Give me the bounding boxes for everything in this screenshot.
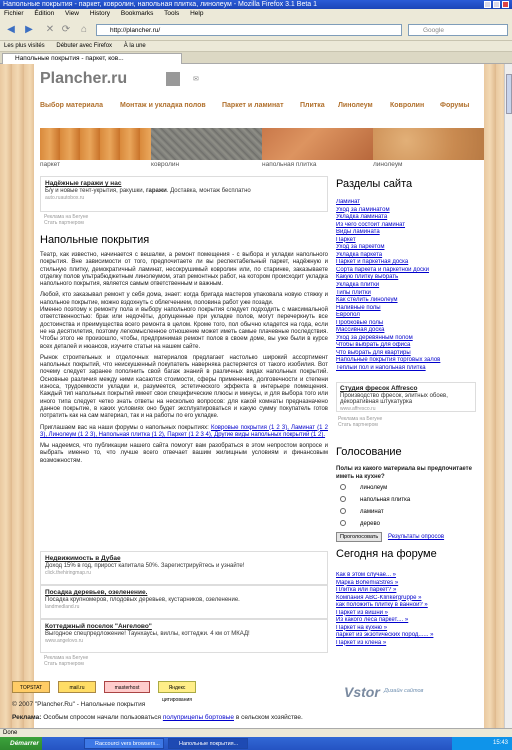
section-link[interactable]: Как стелить линолеум [336,297,398,304]
linoleum-image[interactable] [373,128,484,160]
material-banner [40,128,484,160]
section-link[interactable]: Уход за ламинатом [336,206,390,213]
forum-list [336,572,486,647]
section-link[interactable]: Ламинат [336,199,361,205]
menu-bar [0,9,512,19]
ad-block-top [40,176,328,212]
scrollbar[interactable] [504,64,512,728]
forum-topic-link[interactable]: Паркет из клена » [336,639,387,646]
article-body [40,252,328,469]
window-title: Напольные покрытия - паркет, ковролин, напольная плитка, линолеум - Mozilla Firefox 3.1 Beta 1 [3,1,318,8]
url-text: http://plancher.ru/ [110,27,161,34]
section-link[interactable]: Уход за паркетом [336,244,385,251]
bookmark-most-visited[interactable]: Les plus visités [4,43,45,49]
poll-radio[interactable] [340,520,346,526]
scroll-thumb[interactable] [506,74,512,114]
ad-text: Посадка крупномеров, плодовых деревьев, кустарников, озеленение. [45,597,240,603]
poll-option: дерево [336,519,484,529]
poll-radio[interactable] [340,496,346,502]
reload-icon[interactable]: ✕ [45,24,55,35]
section-link[interactable]: Что выбрать для квартиры [336,349,411,356]
vote-button[interactable]: Проголосовать [336,532,382,542]
taskbar [0,737,512,750]
clock: 15:43 [492,740,508,746]
site-logo[interactable]: Plancher.ru [40,70,128,87]
poll-results-link[interactable]: Результаты опросов [387,534,445,540]
bookmarks-toolbar [0,41,512,52]
ad-text: Б/у и новые тент-укрытия, ракушки, гаражи. Доставка, монтаж бесплатно [45,188,251,194]
forum-topic-link[interactable]: Плитка или паркет? » [336,587,397,593]
home-icon[interactable]: ⌂ [80,24,88,35]
vstor-subtitle: Дизайн сайтов [384,688,424,694]
maximize-icon[interactable] [493,1,500,8]
ad-begun-link[interactable]: Реклама на Бегуне [44,655,89,661]
tab-plancher[interactable] [2,53,182,64]
forum-topic-link[interactable]: Паркет из вишни » [336,609,389,616]
ad-url[interactable]: landmedland.ru [45,604,80,610]
ad-begun-link[interactable]: Реклама на Бегуне [338,416,383,422]
url-input[interactable] [96,24,402,36]
forum-topic-link[interactable]: Как в этом случае... » [336,572,397,578]
start-button[interactable]: Démarrer [0,737,42,750]
system-tray [452,737,512,750]
ad-title[interactable]: Надёжные гаражи у нас [45,180,122,187]
counter-badge[interactable]: TOPSTAT [12,681,50,693]
copyright: © 2007 "Plancher.Ru" - Напольные покрытия [12,701,146,708]
section-link[interactable]: Виды ламината [336,229,380,236]
menu-help[interactable]: Help [190,10,204,17]
menu-view[interactable]: View [65,10,79,17]
nav-material[interactable]: Выбор материала [40,102,103,109]
nav-forums[interactable]: Форумы [440,102,470,109]
ad-url[interactable]: click.thehiringmap.ru [45,570,91,576]
poll-option: напольная плитка [336,495,484,505]
band-label-tile[interactable]: напольная плитка [262,161,317,168]
forum-topic-link[interactable]: как положить плитку в ванной? » [336,602,428,608]
poll-option: ламинат [336,507,484,517]
section-link[interactable]: Какую плитку выбрать [336,274,399,281]
band-label-linoleum[interactable]: линолеум [373,161,403,168]
main-nav [40,102,480,112]
ad-meta-bottom [44,655,88,667]
ad-url[interactable]: auto.ruautobox.ru [45,195,85,201]
ad-url[interactable]: www.affresco.ru [340,406,376,412]
sidebar-ad-meta [338,416,382,428]
ad-meta-top [44,214,88,226]
stop-icon[interactable]: ⟳ [61,24,71,35]
sidebar-ad [336,382,476,412]
wood-decoration-left [0,64,34,728]
search-placeholder: Google [423,27,444,34]
band-label-carpet[interactable]: ковролин [151,161,180,168]
sections-list [336,199,486,373]
section-link[interactable]: Паркет и паркетная доска [336,259,409,266]
menu-tools[interactable]: Tools [164,10,180,17]
article-paragraph: Рынок строительных и отделочных материалов предлагает настолько широкий ассортимент напольных покрытий, что неискушенный покупатель наверняка растеряется от такого изобилия. Вот почему следует заранее пополнить свой багаж знаний в различных видах напольных покрытий. Основные различия между ними касаются стоимости, сферы применения, долговечности и степени износа, трудоемкости укладки и, разумеется, эстетического эффекта в интерьере помещения. Каждый тип напольных покрытий имеет свои специфические плюсы и минусы, и для выбора того или иного типа следует четко знать ответы на несколько вопросов: для какой комнаты предназначено данное покрытие, в каких условиях оно будет эксплуатироваться и какую сумму покупатель готов потратить как на сам материал, так и на работы по его укладке. [40,354,328,420]
section-link[interactable]: Укладка паркета [336,251,383,258]
ad-block-angelovo [40,619,328,653]
forum-links[interactable]: Ковровые покрытия (1 2 3), Ламинат (1 2 3), Линолеум (1 2 3), Напольная плитка (1 2), Паркет (1 2 3 4), Другие виды напольных покрытий (1 2). [40,424,328,438]
counter-badge[interactable]: masterhost [104,681,150,693]
status-text: Done [3,730,18,736]
counter-badge[interactable]: Яндекс цитирования [158,681,196,693]
forum-topic-link[interactable]: Компания ABC-Klinkergruppe » [336,594,422,601]
nav-install[interactable]: Монтаж и укладка полов [120,102,206,109]
ad-partner-link[interactable]: Стать партнером [44,661,84,667]
nav-parquet[interactable]: Паркет и ламинат [222,102,284,109]
poll-option: линолеум [336,483,484,493]
poll-radio[interactable] [340,508,346,514]
ad-title[interactable]: Студия фресок Affresco [340,385,418,392]
forum-topic-link[interactable]: Паркет на кухню » [336,624,388,631]
section-link[interactable]: Паркет [336,236,356,243]
forum-topic-link[interactable]: Из какого леса паркет.... » [336,617,409,623]
wood-decoration-right [484,64,504,728]
ad-begun-link[interactable]: Реклама на Бегуне [44,214,89,220]
mail-icon[interactable]: ✉ [193,76,199,83]
ad-partner-link[interactable]: Стать партнером [44,220,84,226]
status-bar [0,728,512,737]
vstor-logo[interactable]: Vstor [344,684,380,700]
ad-text: Выгодное спецпредложение! Таунхаусы, виллы, коттеджи. 4 км от МКАД! [45,631,250,637]
ad-title[interactable]: Коттеджный поселок "Ангелово" [45,623,152,630]
tab-bar [0,52,512,64]
bookmark-getting-started[interactable]: Débuter avec Firefox [56,43,113,49]
ad-text: Производство фресок, элитных обоев, декоративная штукатурка [340,393,448,405]
section-link[interactable]: Напольные покрытия торговых залов [336,357,441,364]
section-link[interactable]: Массивная доска [336,327,385,334]
section-link[interactable]: Чтобы выбрать для офиса [336,342,411,349]
tab-label: Напольные покрытия - паркет, ков... [15,55,124,62]
task-item[interactable]: Напольные покрытия... [168,738,248,749]
carpet-image[interactable] [151,128,262,160]
section-link[interactable]: Пробковые полы [336,319,384,326]
section-link[interactable]: Европол [336,312,360,319]
ad-title[interactable]: Посадка деревьев, озеленение. [45,589,148,596]
tile-image[interactable] [262,128,373,160]
parquet-image[interactable] [40,128,151,160]
ad-title[interactable]: Недвижимость в Дубае [45,555,121,562]
nav-carpet[interactable]: Ковролин [390,102,425,109]
nav-tile[interactable]: Плитка [300,102,325,109]
section-link[interactable]: Наливные полы [336,304,381,311]
footer-ad-line: Реклама: Особым спросом начали пользоваться полуприцепы бортовые в сельском хозяйстве. [12,714,303,721]
article-paragraph: Мы надеемся, что публикации нашего сайта помогут вам разобраться в этом непростом вопросе и выбрать именно то, что лучше всего отвечает вашим жилищным условиям и финансовым возможностям. [40,443,328,464]
task-item[interactable]: Raccourci vers browsers... [84,738,164,749]
home-site-icon[interactable] [166,72,180,86]
ad-text: Доход 15% в год, прирост капитала 50%. Зарегистрируйтесь и узнайте! [45,563,245,569]
ad-url[interactable]: www.angelovo.ru [45,638,84,644]
bookmark-headlines[interactable]: À la une [123,43,146,49]
back-icon[interactable]: ◀ [7,24,15,35]
section-link[interactable]: Теплый пол и напольная плитка [336,365,426,372]
sections-title: Разделы сайта [336,178,413,190]
forum-topic-link[interactable]: Марка BohemiaStres » [336,579,399,586]
ad-block-dubai [40,551,328,585]
band-label-parquet[interactable]: паркет [40,161,61,168]
section-link[interactable]: Сорта паркета и паркетной доски [336,266,429,273]
section-link[interactable]: Уход за деревянным полом [336,334,413,341]
menu-bookmarks[interactable]: Bookmarks [120,10,154,17]
page-title: Напольные покрытия [40,234,150,246]
section-link[interactable]: Укладка ламината [336,214,388,221]
poll-question: Полы из какого материала вы предпочитаете иметь на кухне? [336,466,472,480]
article-paragraph: Любой, кто заказывал ремонт у себя дома, знает: когда бригада мастеров упаковала новую стяжку и напольное покрытие, можно вздохнуть с облегчением, половина работ уже позади. [40,292,328,306]
navigation-toolbar [0,19,512,41]
forward-icon[interactable]: ▶ [25,24,33,35]
menu-edit[interactable]: Édition [34,10,55,17]
minimize-icon[interactable] [484,1,491,8]
counter-badge[interactable]: mail.ru [58,681,96,693]
article-paragraph: Приглашаем вас на наши форумы о напольных покрытиях: Ковровые покрытия (1 2 3), Ламинат (1 2 3), Линолеум (1 2 3), Напольная плитка (1 2), Паркет (1 2 3 4), Другие виды напольных покрытий (1 2). [40,424,328,438]
ad-block-trees [40,585,328,619]
ad-partner-link[interactable]: Стать партнером [338,422,378,428]
menu-history[interactable]: History [89,10,111,17]
section-link[interactable]: Укладка плитки [336,282,380,289]
section-link[interactable]: Из чего состоит ламинат [336,221,406,228]
poll-radio[interactable] [340,484,346,490]
forum-title: Сегодня на форуме [336,548,437,560]
poll-form [336,466,484,542]
forum-topic-link[interactable]: паркет из экзотических пород...... » [336,632,434,638]
close-icon[interactable] [502,1,509,8]
section-link[interactable]: Типы плитки [336,289,371,296]
web-page [0,64,504,728]
nav-linoleum[interactable]: Линолеум [338,102,373,109]
menu-file[interactable]: Fichier [4,10,24,17]
footer-ad-link[interactable]: полуприцепы бортовые [162,714,234,721]
window-titlebar [0,0,512,9]
poll-title: Голосование [336,446,402,458]
article-paragraph: Именно поэтому к ремонту пола и выбору напольного покрытия следует подходить с максимальной ответственностью: брак или недочёты, допущенные при укладке полов, могут перечеркнуть все достоинства и преимущества всего ремонта в целом. Кроме того, пол обычно кладется на года, если не на десятилетия, поэтому легкомысленное отношение может иметь самые плачевные последствия. Чтобы этого не произошло, чтобы, предпринимая ремонт полов в своем доме, вы уже были в курсе всех деталей и нюансов, изучите статьи на нашем сайте. [40,307,328,350]
search-input[interactable] [408,24,508,36]
article-paragraph: Театр, как известно, начинается с вешалки, а ремонт помещения - с выбора и укладки напольного покрытия. Вне зависимости от того, предпочитаете ли вы респектабельный паркет, надёжную и стильную плитку, демократичный ламинат, несокрушимый ковролин или, по старинке, заказываете отделку полов ультрабюджетным линолеумом, этап ремонтных работ, на котором происходит укладка напольного покрытия, является самым ответственным и важным. [40,252,328,288]
